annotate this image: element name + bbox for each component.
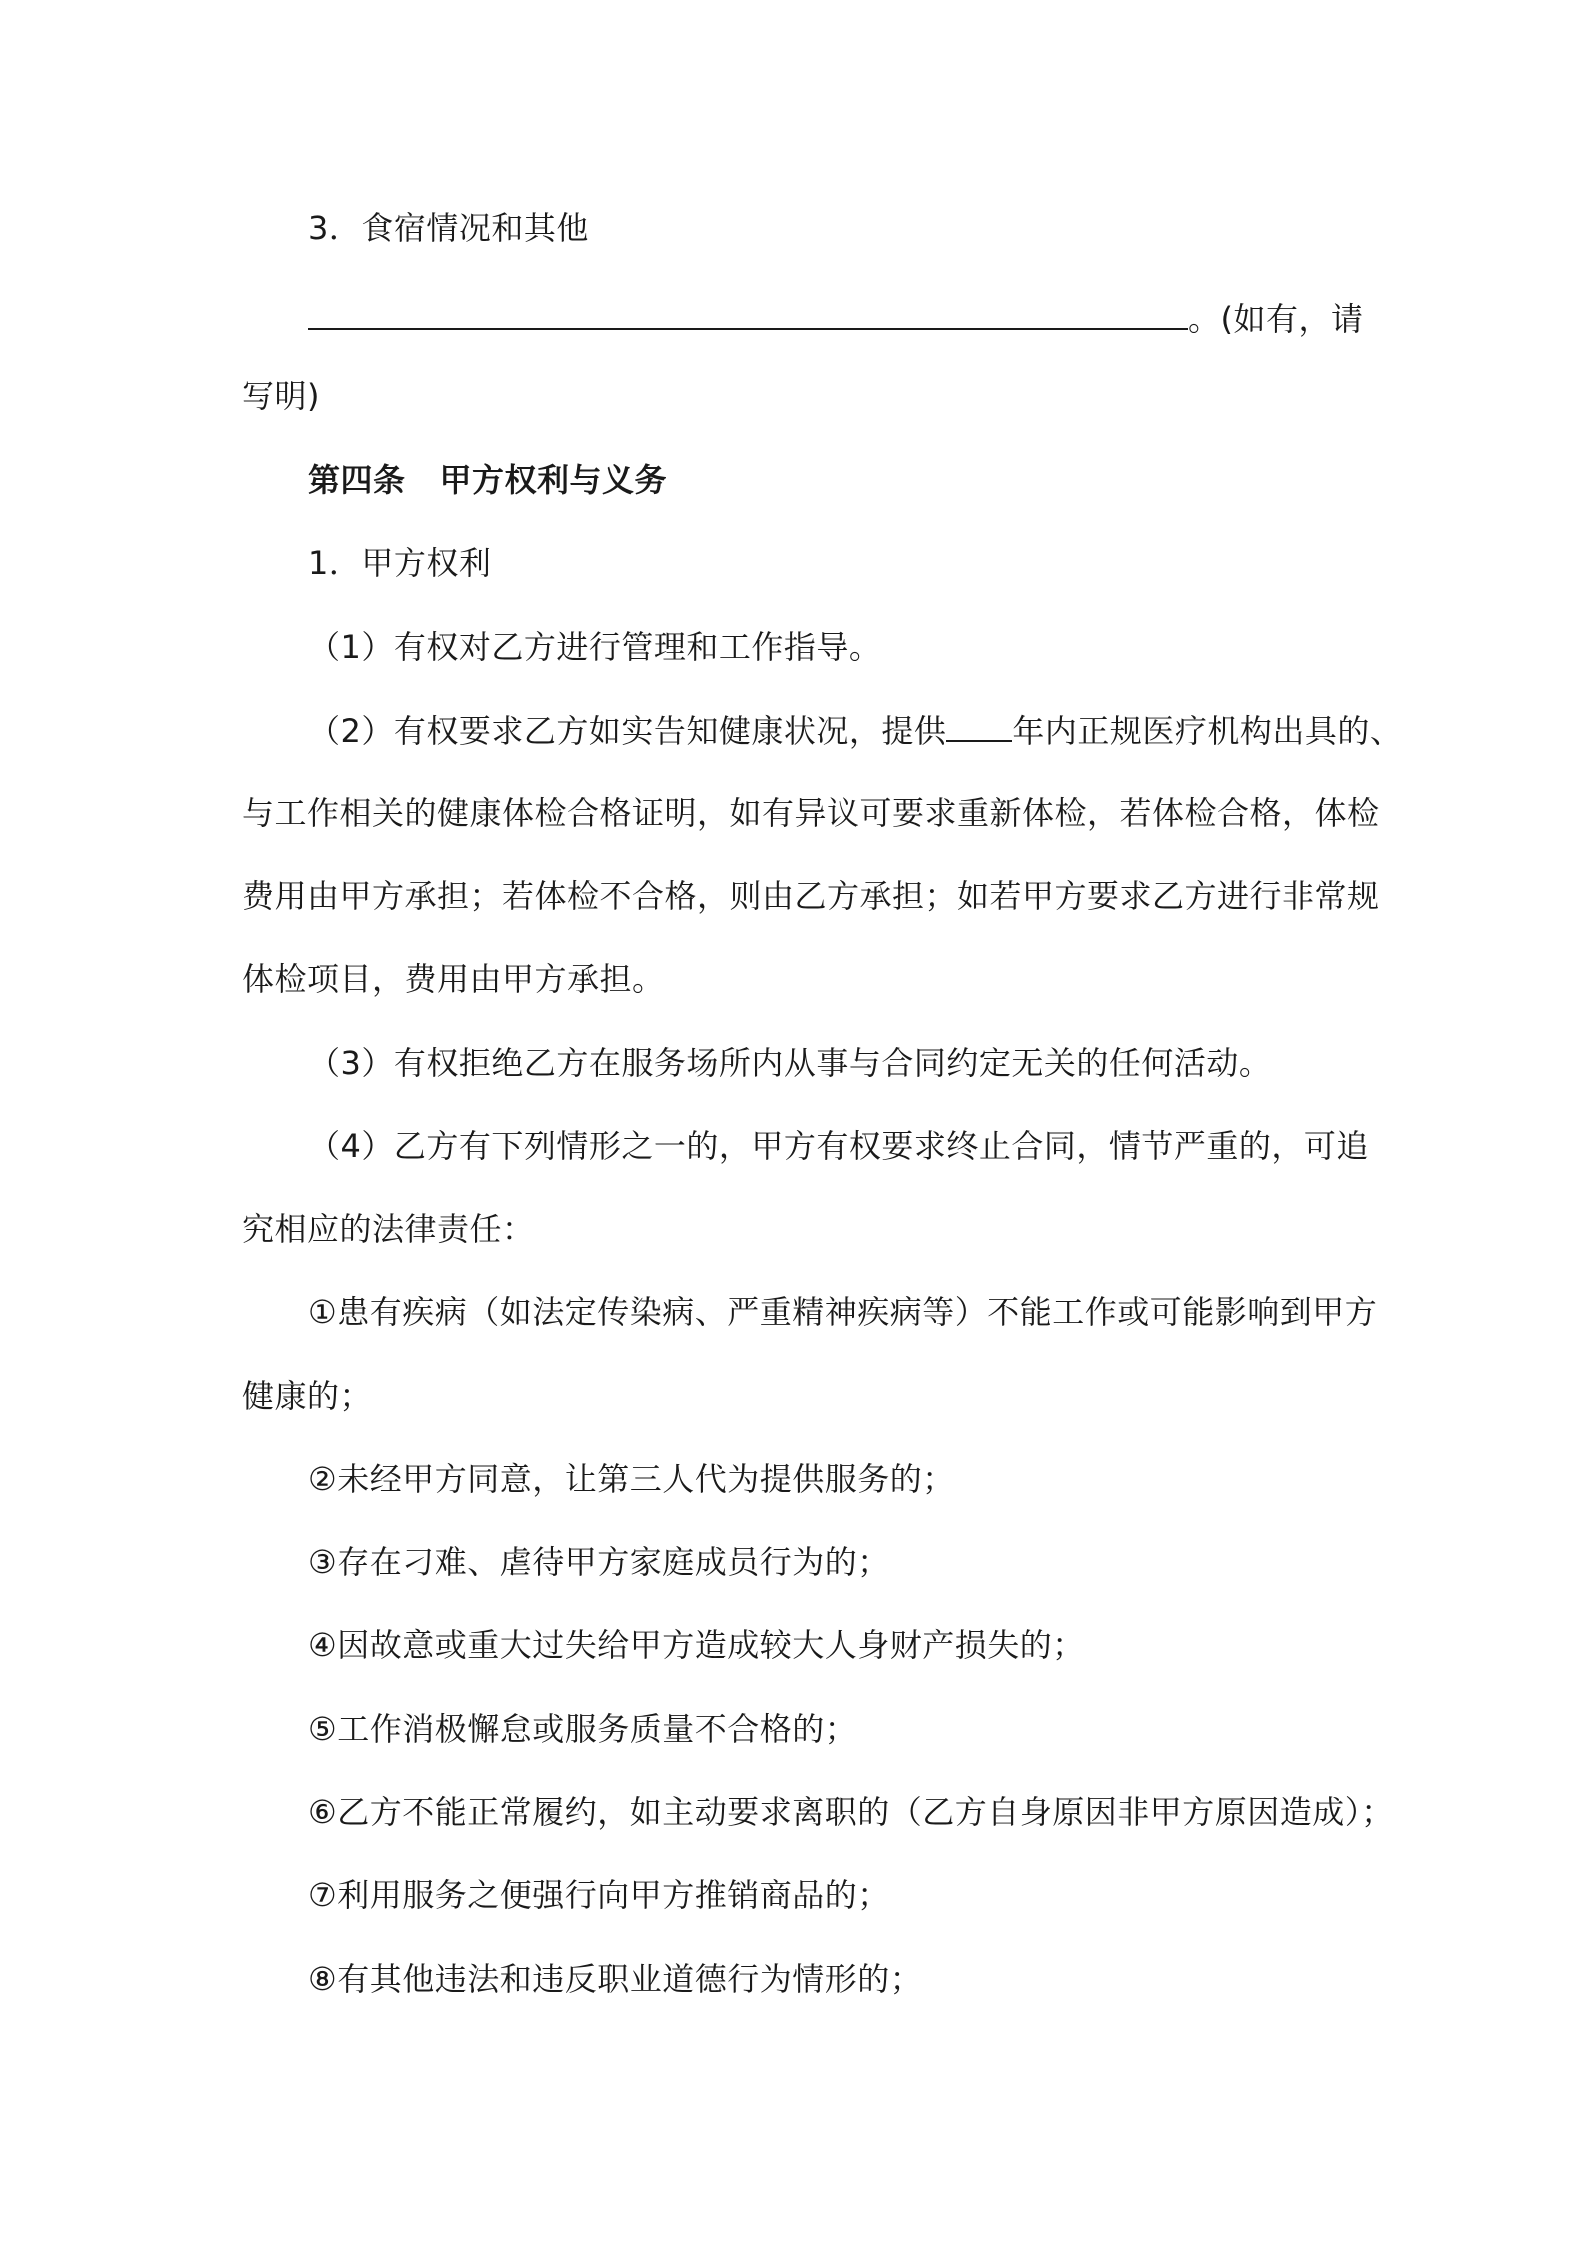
rights-title: 1．甲方权利 [308,544,492,582]
right-2 [308,710,1403,751]
right-4: （4）乙方有下列情形之一的，甲方有权要求终止合同，情节严重的，可追 [308,1127,1369,1165]
right-3: （3）有权拒绝乙方在服务场所内从事与合同约定无关的任何活动。 [308,1044,1272,1082]
circumstance-5: ⑤工作消极懈怠或服务质量不合格的； [308,1710,858,1748]
fill-in-blank[interactable] [308,298,1188,330]
item3-blank-suffix: 。(如有，请 [1188,300,1364,338]
circumstance-2: ②未经甲方同意，让第三人代为提供服务的； [308,1460,955,1498]
circumstance-7: ⑦利用服务之便强行向甲方推销商品的； [308,1876,890,1914]
right-2-cont-1: 与工作相关的健康体检合格证明，如有异议可要求重新体检，若体检合格，体检 [242,794,1380,832]
circumstance-1-cont: 健康的； [242,1377,373,1415]
years-blank[interactable] [946,710,1012,742]
article4-number: 第四条 [308,461,406,499]
circumstance-3: ③存在刁难、虐待甲方家庭成员行为的； [308,1543,890,1581]
circumstance-6: ⑥乙方不能正常履约，如主动要求离职的（乙方自身原因非甲方原因造成）； [308,1793,1394,1831]
article4-title: 甲方权利与义务 [439,461,668,499]
circumstance-1: ①患有疾病（如法定传染病、严重精神疾病等）不能工作或可能影响到甲方 [308,1293,1378,1331]
right-4-cont: 究相应的法律责任： [242,1210,535,1248]
item3-title: 3．食宿情况和其他 [308,209,589,247]
article4-heading [308,460,1368,500]
circumstance-8: ⑧有其他违法和违反职业道德行为情形的； [308,1960,923,1998]
right-2-cont-3: 体检项目，费用由甲方承担。 [242,960,665,998]
circumstance-4: ④因故意或重大过失给甲方造成较大人身财产损失的； [308,1626,1085,1664]
right-2-part2: 年内正规医疗机构出具的、 [1012,712,1403,750]
item3-blank-continuation: 写明) [242,377,320,415]
right-2-part1: （2）有权要求乙方如实告知健康状况，提供 [308,712,947,750]
right-2-cont-2: 费用由甲方承担；若体检不合格，则由乙方承担；如若甲方要求乙方进行非常规 [242,877,1380,915]
right-1: （1）有权对乙方进行管理和工作指导。 [308,628,882,666]
item3-blank-line [308,298,1368,339]
